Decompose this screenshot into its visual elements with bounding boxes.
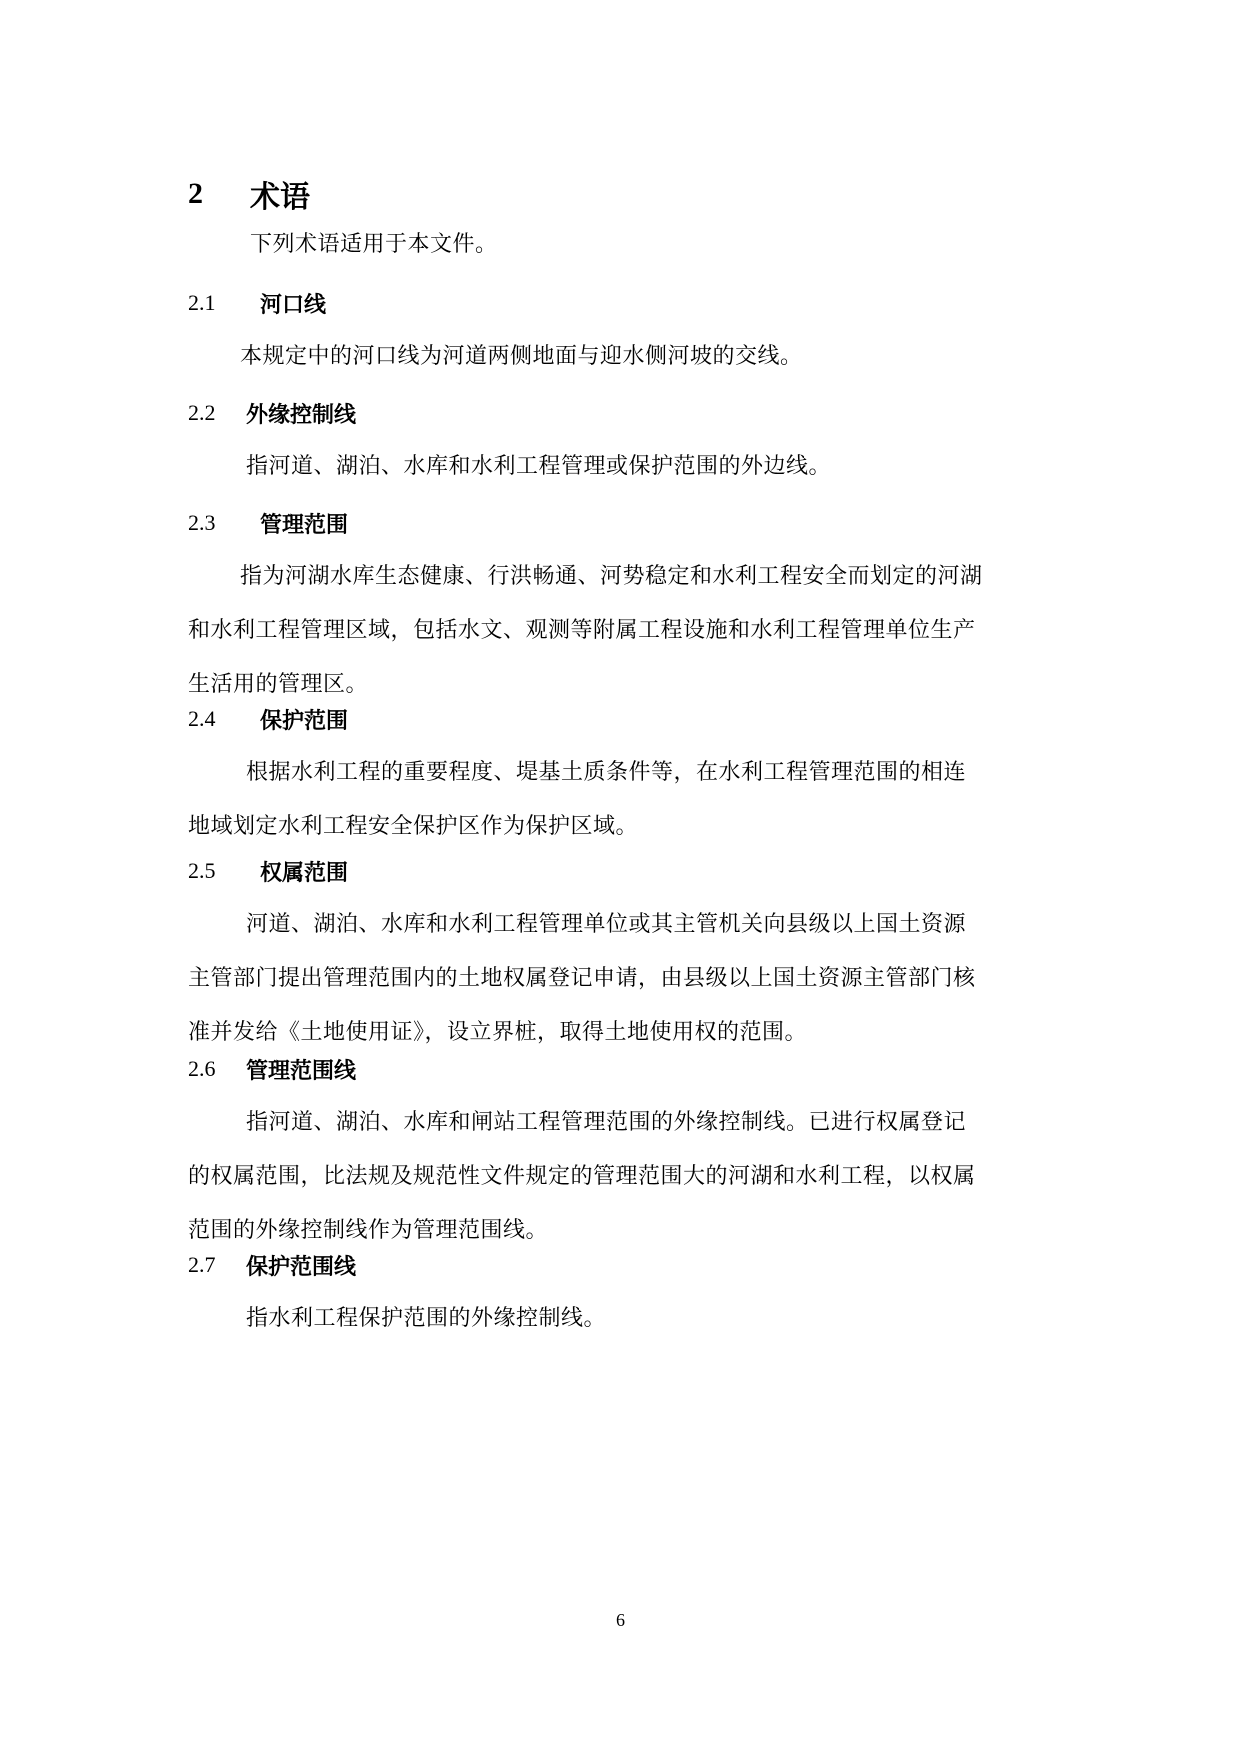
section-body-2-2	[188, 440, 1052, 494]
section-heading-2-4	[188, 704, 348, 734]
paragraph-line: 下列术语适用于本文件。	[250, 232, 498, 257]
section-heading-2-7	[188, 1250, 356, 1280]
paragraph-line: 指河道、湖泊、水库和闸站工程管理范围的外缘控制线。已进行权属登记	[246, 1110, 967, 1135]
paragraph-line: 指为河湖水库生态健康、行洪畅通、河势稳定和水利工程安全而划定的河湖	[240, 564, 983, 589]
section-body-2-3	[188, 550, 1052, 712]
chapter-title: 术语	[250, 180, 310, 215]
page-number: 6	[616, 1610, 625, 1630]
chapter-heading	[188, 172, 310, 216]
section-body-2-7	[188, 1292, 1052, 1346]
paragraph-line: 的权属范围，比法规及规范性文件规定的管理范围大的河湖和水利工程，以权属	[188, 1164, 976, 1189]
paragraph-line: 和水利工程管理区域，包括水文、观测等附属工程设施和水利工程管理单位生产	[188, 618, 976, 643]
section-title: 管理范围	[260, 511, 349, 538]
section-body-2-1	[188, 330, 1052, 384]
section-heading-2-2	[188, 398, 356, 428]
section-body-2-5	[188, 898, 1052, 1060]
paragraph-line: 地域划定水利工程安全保护区作为保护区域。	[188, 814, 639, 839]
paragraph-line: 河道、湖泊、水库和水利工程管理单位或其主管机关向县级以上国土资源	[246, 912, 967, 937]
paragraph-line: 生活用的管理区。	[188, 672, 369, 697]
section-heading-2-5	[188, 856, 348, 886]
section-number: 2.3	[188, 510, 216, 535]
section-body-2-6	[188, 1096, 1052, 1258]
section-title: 保护范围线	[246, 1253, 357, 1280]
section-title: 权属范围	[260, 859, 349, 886]
section-number: 2.4	[188, 706, 216, 731]
paragraph-line: 根据水利工程的重要程度、堤基土质条件等，在水利工程管理范围的相连	[246, 760, 967, 785]
paragraph-line: 指河道、湖泊、水库和水利工程管理或保护范围的外边线。	[246, 454, 832, 479]
paragraph-line: 范围的外缘控制线作为管理范围线。	[188, 1218, 549, 1243]
section-number: 2.5	[188, 858, 216, 883]
section-title: 保护范围	[260, 707, 349, 734]
paragraph-line: 准并发给《土地使用证》，设立界桩，取得土地使用权的范围。	[188, 1020, 808, 1045]
paragraph-line: 本规定中的河口线为河道两侧地面与迎水侧河坡的交线。	[240, 344, 803, 369]
section-heading-2-6	[188, 1054, 356, 1084]
intro-paragraph	[188, 218, 1052, 272]
section-title: 外缘控制线	[246, 401, 357, 428]
section-number: 2.6	[188, 1056, 216, 1081]
section-heading-2-1	[188, 288, 326, 318]
section-heading-2-3	[188, 508, 348, 538]
section-title: 河口线	[260, 291, 327, 318]
section-number: 2.1	[188, 290, 216, 315]
section-number: 2.7	[188, 1252, 216, 1277]
paragraph-line: 指水利工程保护范围的外缘控制线。	[246, 1306, 607, 1331]
section-title: 管理范围线	[246, 1057, 357, 1084]
section-body-2-4	[188, 746, 1052, 854]
section-number: 2.2	[188, 400, 216, 425]
chapter-number: 2	[188, 177, 203, 210]
paragraph-line: 主管部门提出管理范围内的土地权属登记申请，由县级以上国土资源主管部门核	[188, 966, 976, 991]
